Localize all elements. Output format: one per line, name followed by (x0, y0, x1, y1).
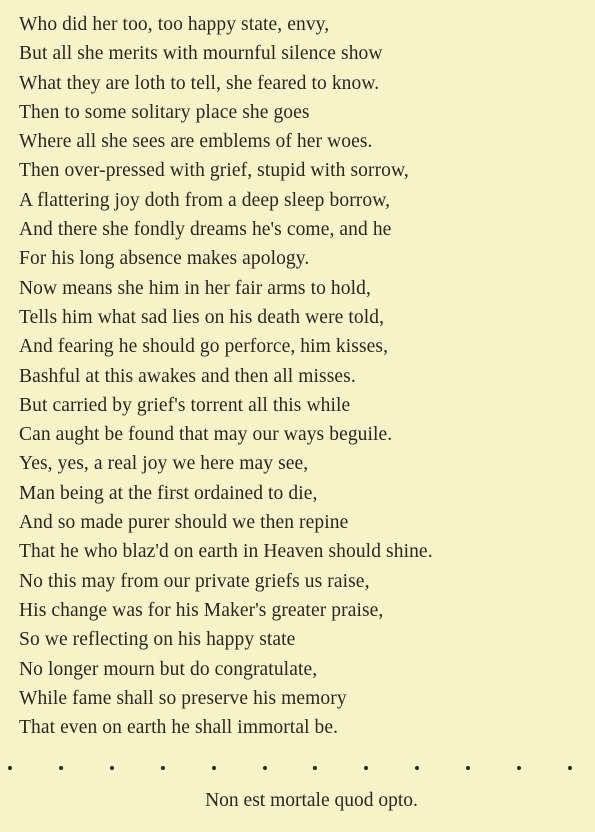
poem-line: A flattering joy doth from a deep sleep borrow, (19, 189, 391, 211)
poem-line: That he who blaz'd on earth in Heaven should shine. (19, 541, 433, 563)
poem-line: Can aught be found that may our ways beguile. (19, 424, 393, 446)
poem-line: Then to some solitary place she goes (19, 101, 310, 123)
separator-dot (212, 766, 216, 770)
separator-dot (466, 766, 470, 770)
separator-dot (263, 766, 267, 770)
poem-line: Yes, yes, a real joy we here may see, (19, 453, 309, 475)
poem-line: But carried by grief's torrent all this while (19, 394, 351, 416)
poem-line: Then over-pressed with grief, stupid with sorrow, (19, 160, 409, 182)
poem-line: Where all she sees are emblems of her woes. (19, 131, 373, 153)
poem-line: No longer mourn but do congratulate, (19, 658, 318, 680)
poem-line: What they are loth to tell, she feared to know. (19, 72, 380, 94)
separator-dot (8, 766, 12, 770)
poem-line: His change was for his Maker's greater praise, (19, 599, 384, 621)
closing-motto: Non est mortale quod opto. (205, 790, 418, 811)
separator-dot (161, 766, 165, 770)
poem-text (19, 10, 589, 742)
poem-line: For his long absence makes apology. (19, 248, 310, 270)
separator-dot (110, 766, 114, 770)
poem-line: And there she fondly dreams he's come, and he (19, 219, 392, 241)
poem-line: But all she merits with mournful silence show (19, 43, 383, 65)
poem-line: Who did her too, too happy state, envy, (19, 14, 330, 35)
poem-line: And fearing he should go perforce, him kisses, (19, 336, 389, 358)
poem-line: Now means she him in her fair arms to hold, (19, 277, 371, 299)
poem-line: Man being at the first ordained to die, (19, 482, 318, 504)
poem-line: Tells him what sad lies on his death were told, (19, 306, 385, 328)
poem-line: That even on earth he shall immortal be. (19, 717, 339, 739)
separator-dot (313, 766, 317, 770)
poem-line: No this may from our private griefs us raise, (19, 570, 370, 592)
dotted-separator (0, 766, 595, 774)
separator-dot (415, 766, 419, 770)
separator-dot (568, 766, 572, 770)
poem-line: Bashful at this awakes and then all misses. (19, 365, 356, 387)
separator-dot (364, 766, 368, 770)
separator-dot (517, 766, 521, 770)
poem-line: While fame shall so preserve his memory (19, 687, 347, 709)
poem-line: So we reflecting on his happy state (19, 629, 296, 651)
separator-dot (59, 766, 63, 770)
poem-line: And so made purer should we then repine (19, 512, 349, 534)
